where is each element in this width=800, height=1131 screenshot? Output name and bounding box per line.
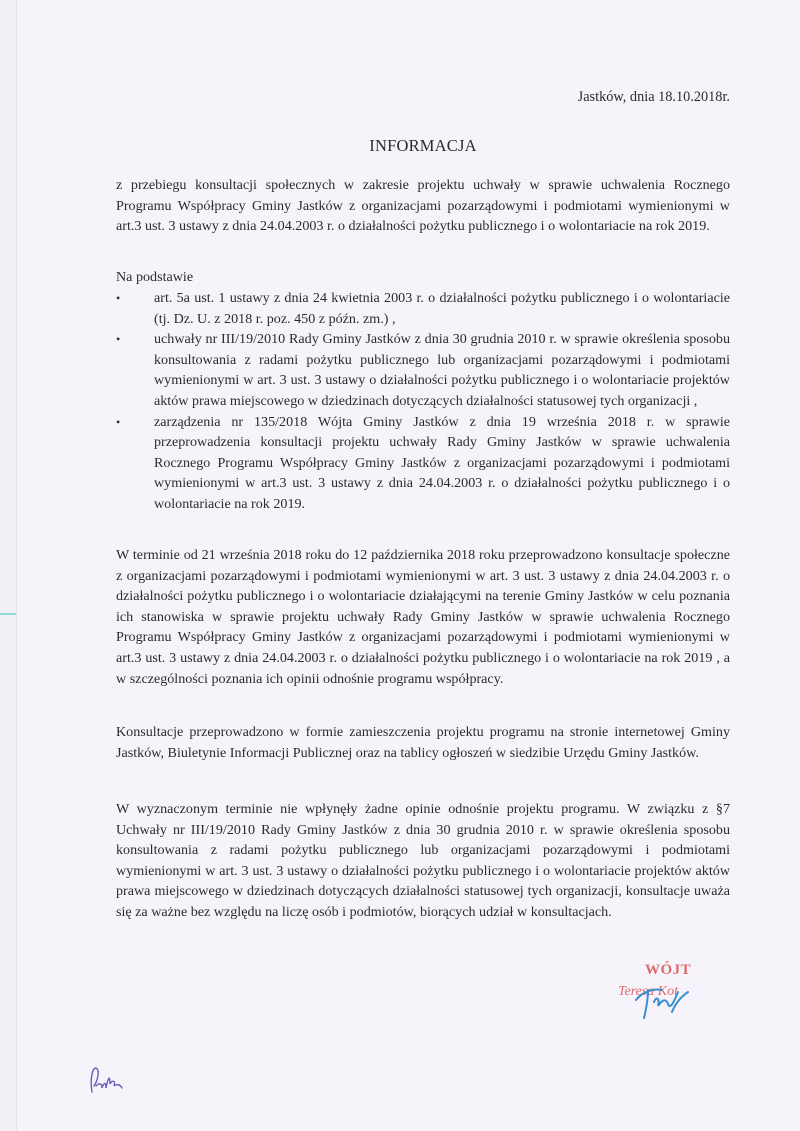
official-stamp [618, 962, 728, 1032]
scan-artifact [0, 613, 16, 615]
conclusion-paragraph [116, 799, 730, 923]
basis-list [116, 288, 730, 515]
basis-heading-text: Na podstawie [116, 269, 194, 285]
bullet-icon: • [116, 291, 121, 305]
basis-item-text: zarządzenia nr 135/2018 Wójta Gminy Jastków z dnia 19 września 2018 r. w sprawie przeprowadzenia konsultacji projektu uchwały Rady Gminy Jastków w sprawie uchwalenia Rocznego Programu Współpracy Gminy Jastków z organizacjami pozarządowymi i podmiotami wymienionymi w art.3 ust. 3 ustawy z dnia 24.04.2003 r. o działalności pożytku publicznego i o wolontariacie na rok 2019. [154, 413, 730, 512]
paragraph-text: W wyznaczonym terminie nie wpłynęły żadne opinie odnośnie projektu programu. W związku z §7 Uchwały nr III/19/2010 Rady Gminy Jastków z dnia 30 grudnia 2010 r. w sprawie określenia sposobu konsultowania z radami pożytku publicznego lub organizacjami pozarządowymi i podmiotami wymienionymi w art. 3 ust. 3 ustawy o działalności pożytku publicznego i o wolontariacie projektów aktów prawa miejscowego w dziedzinach dotyczących działalności statusowej tych organizacji, konsultacje uważa się za ważne bez względu na liczę osób i podmiotów, biorących udział w konsultacjach. [116, 801, 730, 920]
consultation-form-paragraph [116, 722, 730, 763]
paragraph-text: Konsultacje przeprowadzono w formie zamieszczenia projektu programu na stronie internetowej Gminy Jastków, Biuletynie Informacji Publicznej oraz na tablicy ogłoszeń w siedzibie Urzędu Gminy Jastków. [116, 724, 730, 761]
intro-text: z przebiegu konsultacji społecznych w zakresie projektu uchwały w sprawie uchwalenia Rocznego Programu Współpracy Gminy Jastków z organizacjami pozarządowymi i podmiotami wymienionymi w art.3 ust. 3 ustawy z dnia 24.04.2003 r. o działalności pożytku publicznego i o wolontariacie na rok 2019. [116, 177, 730, 235]
consultation-period-paragraph [116, 545, 730, 689]
signature-icon [628, 972, 698, 1022]
basis-item-text: art. 5a ust. 1 ustawy z dnia 24 kwietnia 2003 r. o działalności pożytku publicznego i o wolontariacie (tj. Dz. U. z 2018 r. poz. 450 z późn. zm.) , [154, 290, 730, 327]
bullet-icon: • [116, 414, 121, 429]
basis-heading [116, 267, 730, 288]
document-title: INFORMACJA [369, 136, 477, 155]
initials-signature-icon [88, 1062, 128, 1096]
bullet-icon: • [116, 332, 121, 347]
scan-edge [0, 0, 17, 1131]
intro-paragraph [116, 175, 730, 237]
basis-list-item [116, 329, 730, 411]
basis-item-text: uchwały nr III/19/2010 Rady Gminy Jastków z dnia 30 grudnia 2010 r. w sprawie określenia sposobu konsultowania z radami pożytku publicznego lub organizacjami pozarządowymi i podmiotami wymienionymi w art. 3 ust. 3 ustawy o działalności pożytku publicznego i o wolontariacie projektów aktów prawa miejscowego w dziedzinach dotyczących działalności statusowej tych organizacji , [154, 331, 730, 409]
paragraph-text: W terminie od 21 września 2018 roku do 12 października 2018 roku przeprowadzono konsultacje społeczne z organizacjami pozarządowymi i podmiotami wymienionymi w art. 3 ust. 3 ustawy z dnia 24.04.2003 r. o działalności pożytku publicznego i o wolontariacie działającymi na terenie Gminy Jastków w celu poznania ich stanowiska w sprawie projektu uchwały Rady Gminy Jastków w sprawie uchwalenia Rocznego Programu Współpracy Gminy Jastków z organizacjami pozarządowymi i podmiotami wymienionymi w art.3 ust. 3 ustawy z dnia 24.04.2003 r. o działalności pożytku publicznego i o wolontariacie na rok 2019 , a w szczególności poznania ich opinii odnośnie programu współpracy. [116, 547, 730, 687]
basis-list-item [116, 412, 730, 515]
stamp-title: WÓJT [645, 962, 692, 978]
date-line: Jastków, dnia 18.10.2018r. [577, 89, 730, 105]
basis-list-item [116, 288, 730, 329]
stamp-name: Teresa Kot [618, 984, 679, 999]
